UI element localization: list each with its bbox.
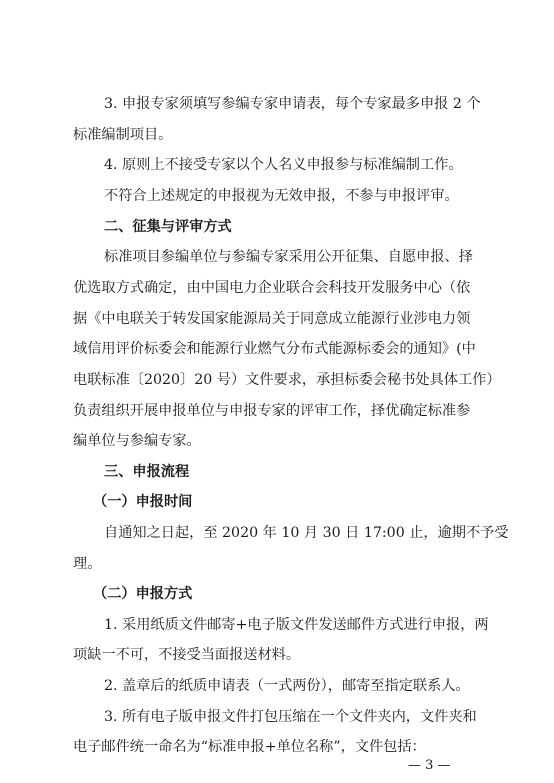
text-line: 域信用评价标委会和能源行业燃气分布式能源标委会的通知》(中	[73, 341, 476, 357]
text-line: 项缺一不可，不接受当面报送材料。	[73, 647, 301, 663]
page-number: — 3 —	[408, 758, 451, 773]
text-line: 2. 盖章后的纸质申请表（一式两份），邮寄至指定联系人。	[104, 678, 470, 694]
text-line: 标准项目参编单位与参编专家采用公开征集、自愿申报、择	[104, 249, 473, 265]
subsection-heading: （一）申报时间	[93, 494, 193, 510]
text-line: 编单位与参编专家。	[73, 433, 201, 449]
text-line: 电子邮件统一命名为“标准申报+单位名称”，文件包括：	[73, 739, 426, 755]
text-line: 标准编制项目。	[73, 127, 173, 143]
text-line: 不符合上述规定的申报视为无效申报，不参与申报评审。	[104, 188, 459, 204]
text-line: 自通知之日起，至 2020 年 10 月 30 日 17:00 止，逾期不予受	[104, 525, 509, 541]
section-heading: 三、申报流程	[104, 464, 190, 480]
text-line: 3. 申报专家须填写参编专家申请表，每个专家最多申报 2 个	[104, 96, 481, 112]
section-heading: 二、征集与评审方式	[104, 219, 232, 235]
text-line: 电联标准〔2020〕20 号）文件要求，承担标委会秘书处具体工作）	[73, 372, 501, 388]
text-line: 4. 原则上不接受专家以个人名义申报参与标准编制工作。	[104, 157, 463, 173]
text-line: 1. 采用纸质文件邮寄+电子版文件发送邮件方式进行申报，两	[104, 617, 489, 633]
text-line: 优选取方式确定，由中国电力企业联合会科技开发服务中心（依	[73, 280, 471, 296]
text-line: 据《中电联关于转发国家能源局关于同意成立能源行业涉电力领	[73, 311, 471, 327]
text-line: 理。	[73, 556, 102, 572]
text-line: 3. 所有电子版申报文件打包压缩在一个文件夹内，文件夹和	[104, 709, 477, 725]
text-line: 负责组织开展申报单位与申报专家的评审工作，择优确定标准参	[73, 403, 471, 419]
subsection-heading: （二）申报方式	[93, 586, 193, 602]
